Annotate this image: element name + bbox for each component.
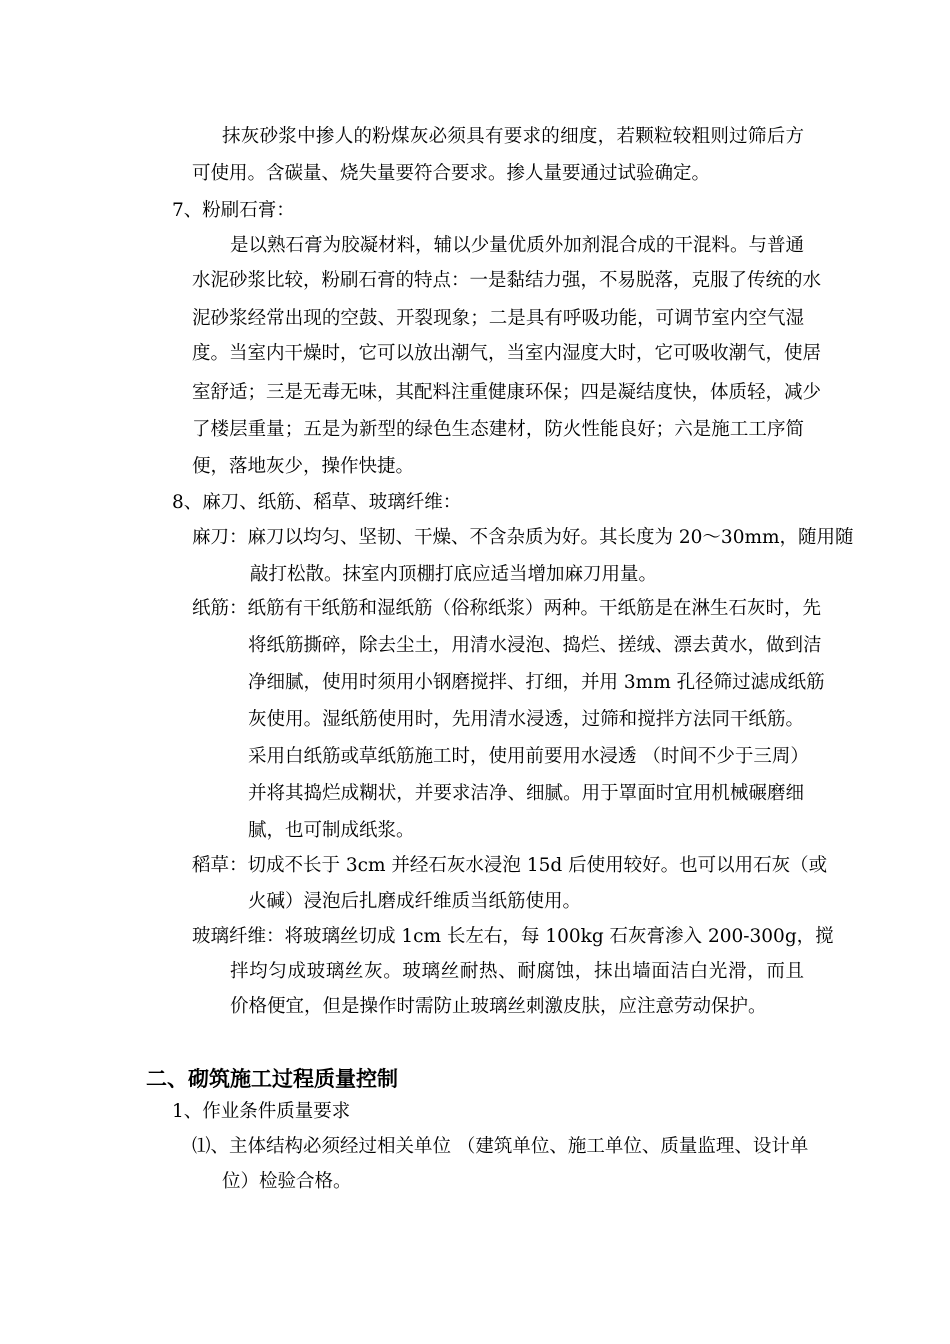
- definition-zhijin-cont: 并将其捣烂成糊状，并要求洁净、细腻。用于罩面时宜用机械碾磨细: [248, 783, 804, 804]
- section-heading: 二、砌筑施工过程质量控制: [146, 1067, 398, 1091]
- paragraph-line: 室舒适；三是无毒无味，其配料注重健康环保；四是凝结度快，体质轻，减少: [192, 382, 822, 403]
- definition-madao-cont: 敲打松散。抹室内顶棚打底应适当增加麻刀用量。: [250, 564, 658, 585]
- definition-daocao-cont: 火碱）浸泡后扎磨成纤维质当纸筋使用。: [248, 891, 582, 912]
- paragraph-line: 是以熟石膏为胶凝材料，辅以少量优质外加剂混合成的干混料。与普通: [230, 235, 804, 256]
- paragraph-line: 便，落地灰少，操作快捷。: [192, 456, 415, 477]
- definition-zhijin: 纸筋：纸筋有干纸筋和湿纸筋（俗称纸浆）两种。干纸筋是在淋生石灰时，先: [192, 598, 822, 619]
- item-heading: 7、粉刷石膏：: [172, 200, 295, 221]
- definition-zhijin-cont: 灰使用。湿纸筋使用时，先用清水浸透，过筛和搅拌方法同干纸筋。: [248, 709, 804, 730]
- paragraph-line: 度。当室内干燥时，它可以放出潮气，当室内湿度大时，它可吸收潮气，使居: [192, 343, 822, 364]
- definition-madao: 麻刀：麻刀以均匀、坚韧、干燥、不含杂质为好。其长度为 20～30mm，随用随: [192, 527, 854, 548]
- paragraph-line: 了楼层重量；五是为新型的绿色生态建材，防火性能良好；六是施工工序简: [192, 419, 804, 440]
- paragraph-line: 抹灰砂浆中掺人的粉煤灰必须具有要求的细度，若颗粒较粗则过筛后方: [222, 126, 804, 147]
- definition-boli-cont: 价格便宜，但是操作时需防止玻璃丝刺激皮肤，应注意劳动保护。: [230, 996, 767, 1017]
- item-heading: 8、麻刀、纸筋、稻草、玻璃纤维：: [172, 492, 462, 513]
- definition-zhijin-cont: 采用白纸筋或草纸筋施工时，使用前要用水浸透 （时间不少于三周）: [248, 746, 809, 767]
- paragraph-line: 水泥砂浆比较，粉刷石膏的特点：一是黏结力强，不易脱落，克服了传统的水: [192, 270, 822, 291]
- definition-daocao: 稻草：切成不长于 3cm 并经石灰水浸泡 15d 后使用较好。也可以用石灰（或: [192, 855, 828, 876]
- list-item-cont: 位）检验合格。: [222, 1171, 352, 1192]
- definition-zhijin-cont: 腻，也可制成纸浆。: [248, 820, 415, 841]
- definition-zhijin-cont: 净细腻，使用时须用小钢磨搅拌、打细，并用 3mm 孔径筛过滤成纸筋: [248, 672, 825, 693]
- definition-boli: 玻璃纤维：将玻璃丝切成 1cm 长左右，每 100kg 石灰膏渗入 200-300g，搅: [192, 926, 834, 947]
- definition-zhijin-cont: 将纸筋撕碎，除去尘土，用清水浸泡、捣烂、搓绒、漂去黄水，做到洁: [248, 635, 822, 656]
- paragraph-line: 泥砂浆经常出现的空鼓、开裂现象；二是具有呼吸功能，可调节室内空气湿: [192, 308, 804, 329]
- definition-boli-cont: 拌均匀成玻璃丝灰。玻璃丝耐热、耐腐蚀，抹出墙面洁白光滑，而且: [230, 961, 804, 982]
- list-item: ⑴、主体结构必须经过相关单位 （建筑单位、施工单位、质量监理、设计单: [192, 1136, 809, 1157]
- subsection-heading: 1、作业条件质量要求: [172, 1101, 351, 1122]
- paragraph-line: 可使用。含碳量、烧失量要符合要求。掺人量要通过试验确定。: [192, 163, 711, 184]
